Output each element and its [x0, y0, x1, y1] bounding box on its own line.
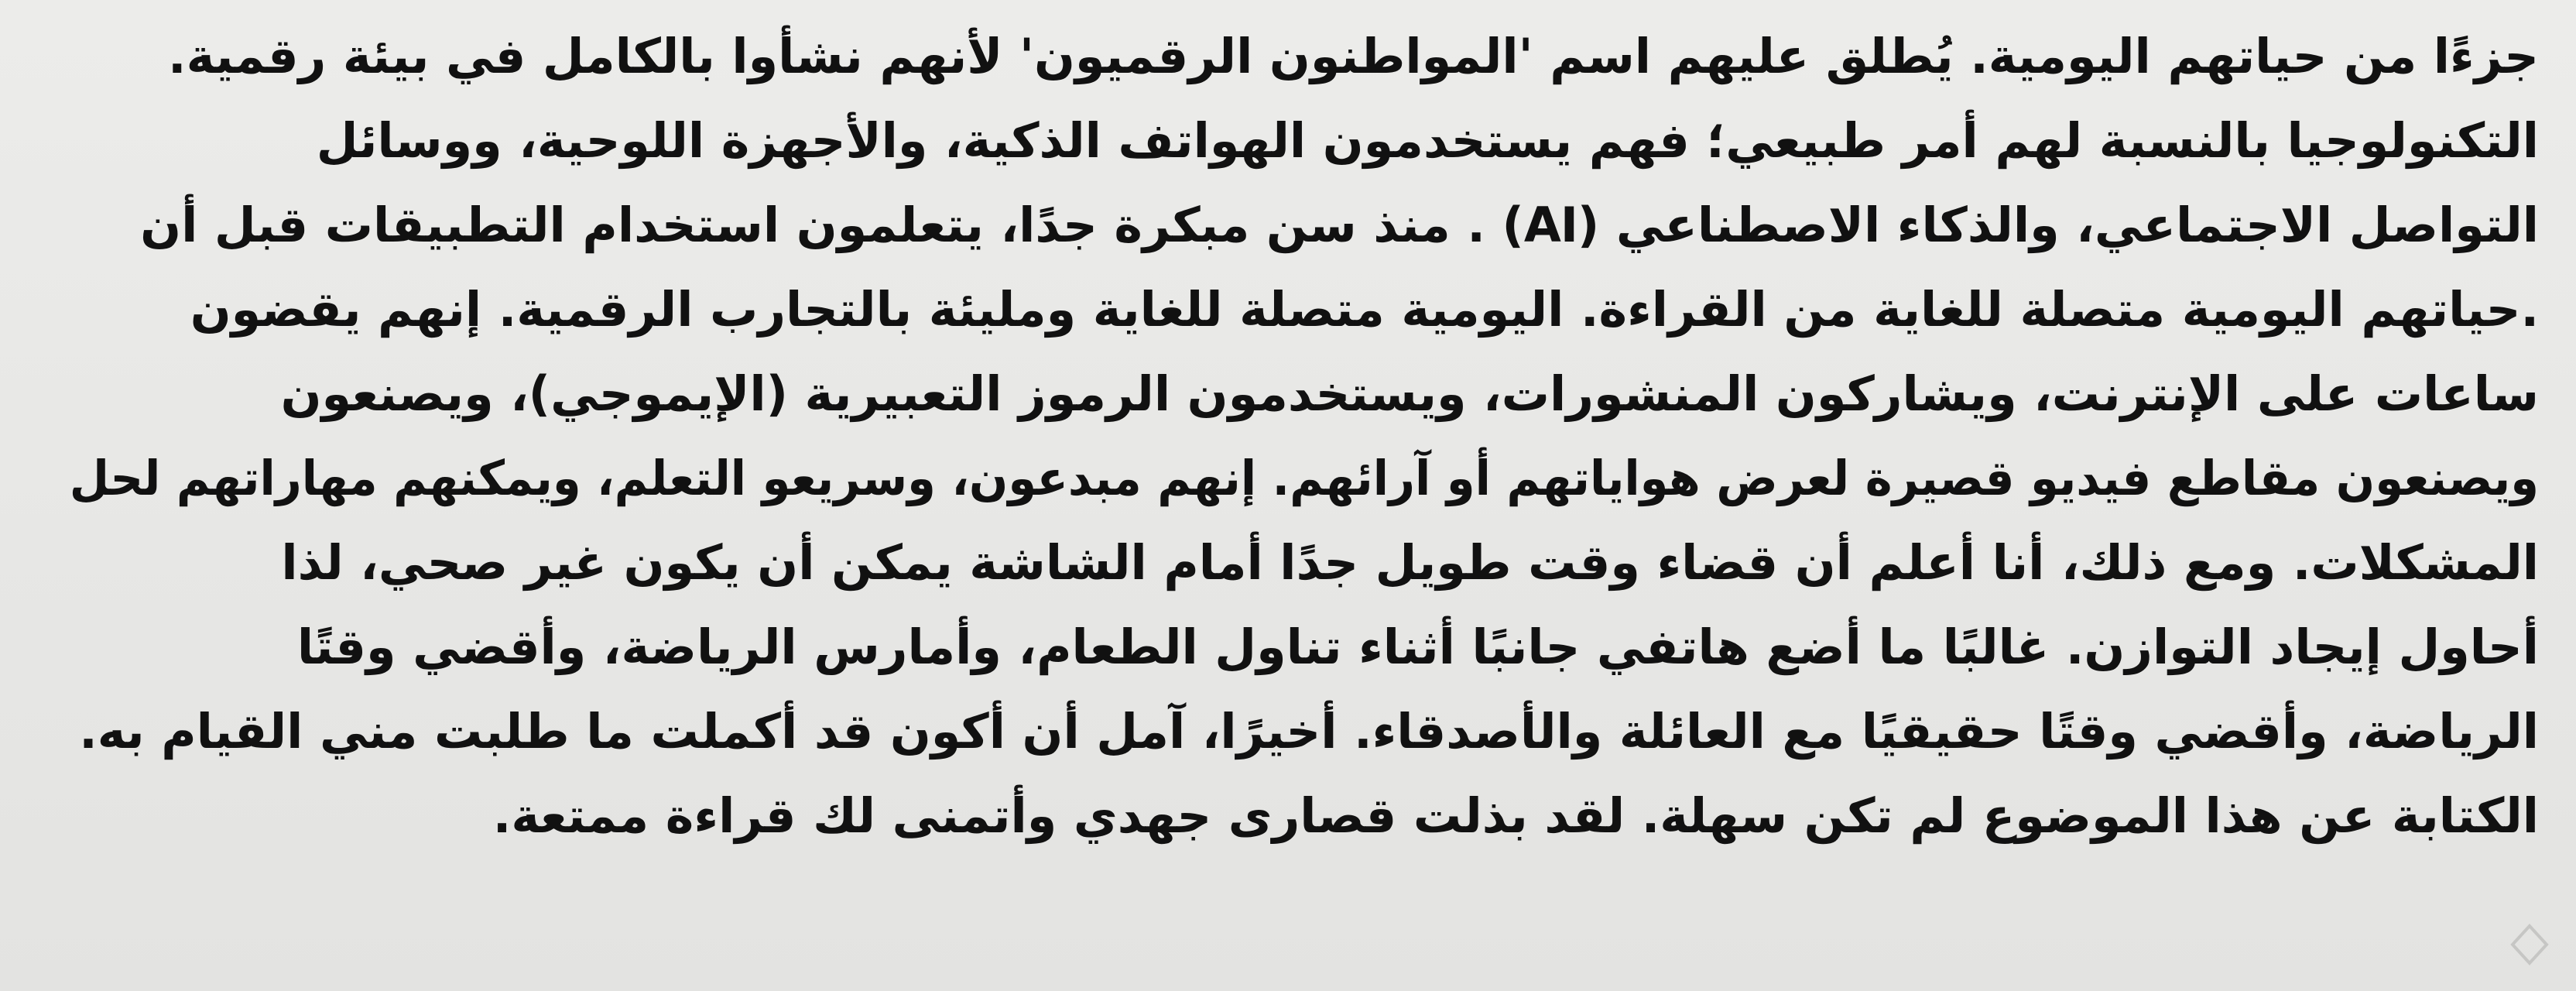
text-line-4: .حياتهم اليومية متصلة للغاية من القراءة. اليومية متصلة للغاية ومليئة بالتجارب الرقمية. إنهم يقضون — [190, 281, 2539, 338]
text-line-5: ساعات على الإنترنت، ويشاركون المنشورات، ويستخدمون الرموز التعبيرية (الإيموجي)، ويصنعون — [280, 365, 2539, 422]
text-line-1: جزءًا من حياتهم اليومية. يُطلق عليهم اسم 'المواطنون الرقميون' لأنهم نشأوا بالكامل في بيئة رقمية. — [168, 28, 2539, 84]
watermark-icon — [2506, 921, 2553, 968]
essay-paragraph — [70, 14, 2539, 858]
text-line-6: ويصنعون مقاطع فيديو قصيرة لعرض هواياتهم أو آرائهم. إنهم مبدعون، وسريعو التعلم، ويمكنهم مهاراتهم لحل — [69, 450, 2540, 506]
text-line-7: المشكلات. ومع ذلك، أنا أعلم أن قضاء وقت طويل جدًا أمام الشاشة يمكن أن يكون غير صحي، لذا — [281, 534, 2539, 591]
text-line-9: الرياضة، وأقضي وقتًا حقيقيًا مع العائلة والأصدقاء. أخيرًا، آمل أن أكون قد أكملت ما طلبت مني القيام به. — [79, 703, 2539, 760]
text-line-2: التكنولوجيا بالنسبة لهم أمر طبيعي؛ فهم يستخدمون الهواتف الذكية، والأجهزة اللوحية، ووسائل — [316, 112, 2539, 169]
text-line-3: التواصل الاجتماعي، والذكاء الاصطناعي (AI) . منذ سن مبكرة جدًا، يتعلمون استخدام التطبيقات قبل أن — [140, 197, 2539, 253]
text-line-10: الكتابة عن هذا الموضوع لم تكن سهلة. لقد بذلت قصارى جهدي وأتمنى لك قراءة ممتعة. — [492, 787, 2539, 844]
text-line-8: أحاول إيجاد التوازن. غالبًا ما أضع هاتفي جانبًا أثناء تناول الطعام، وأمارس الرياضة، وأقضي وقتًا — [296, 619, 2539, 675]
